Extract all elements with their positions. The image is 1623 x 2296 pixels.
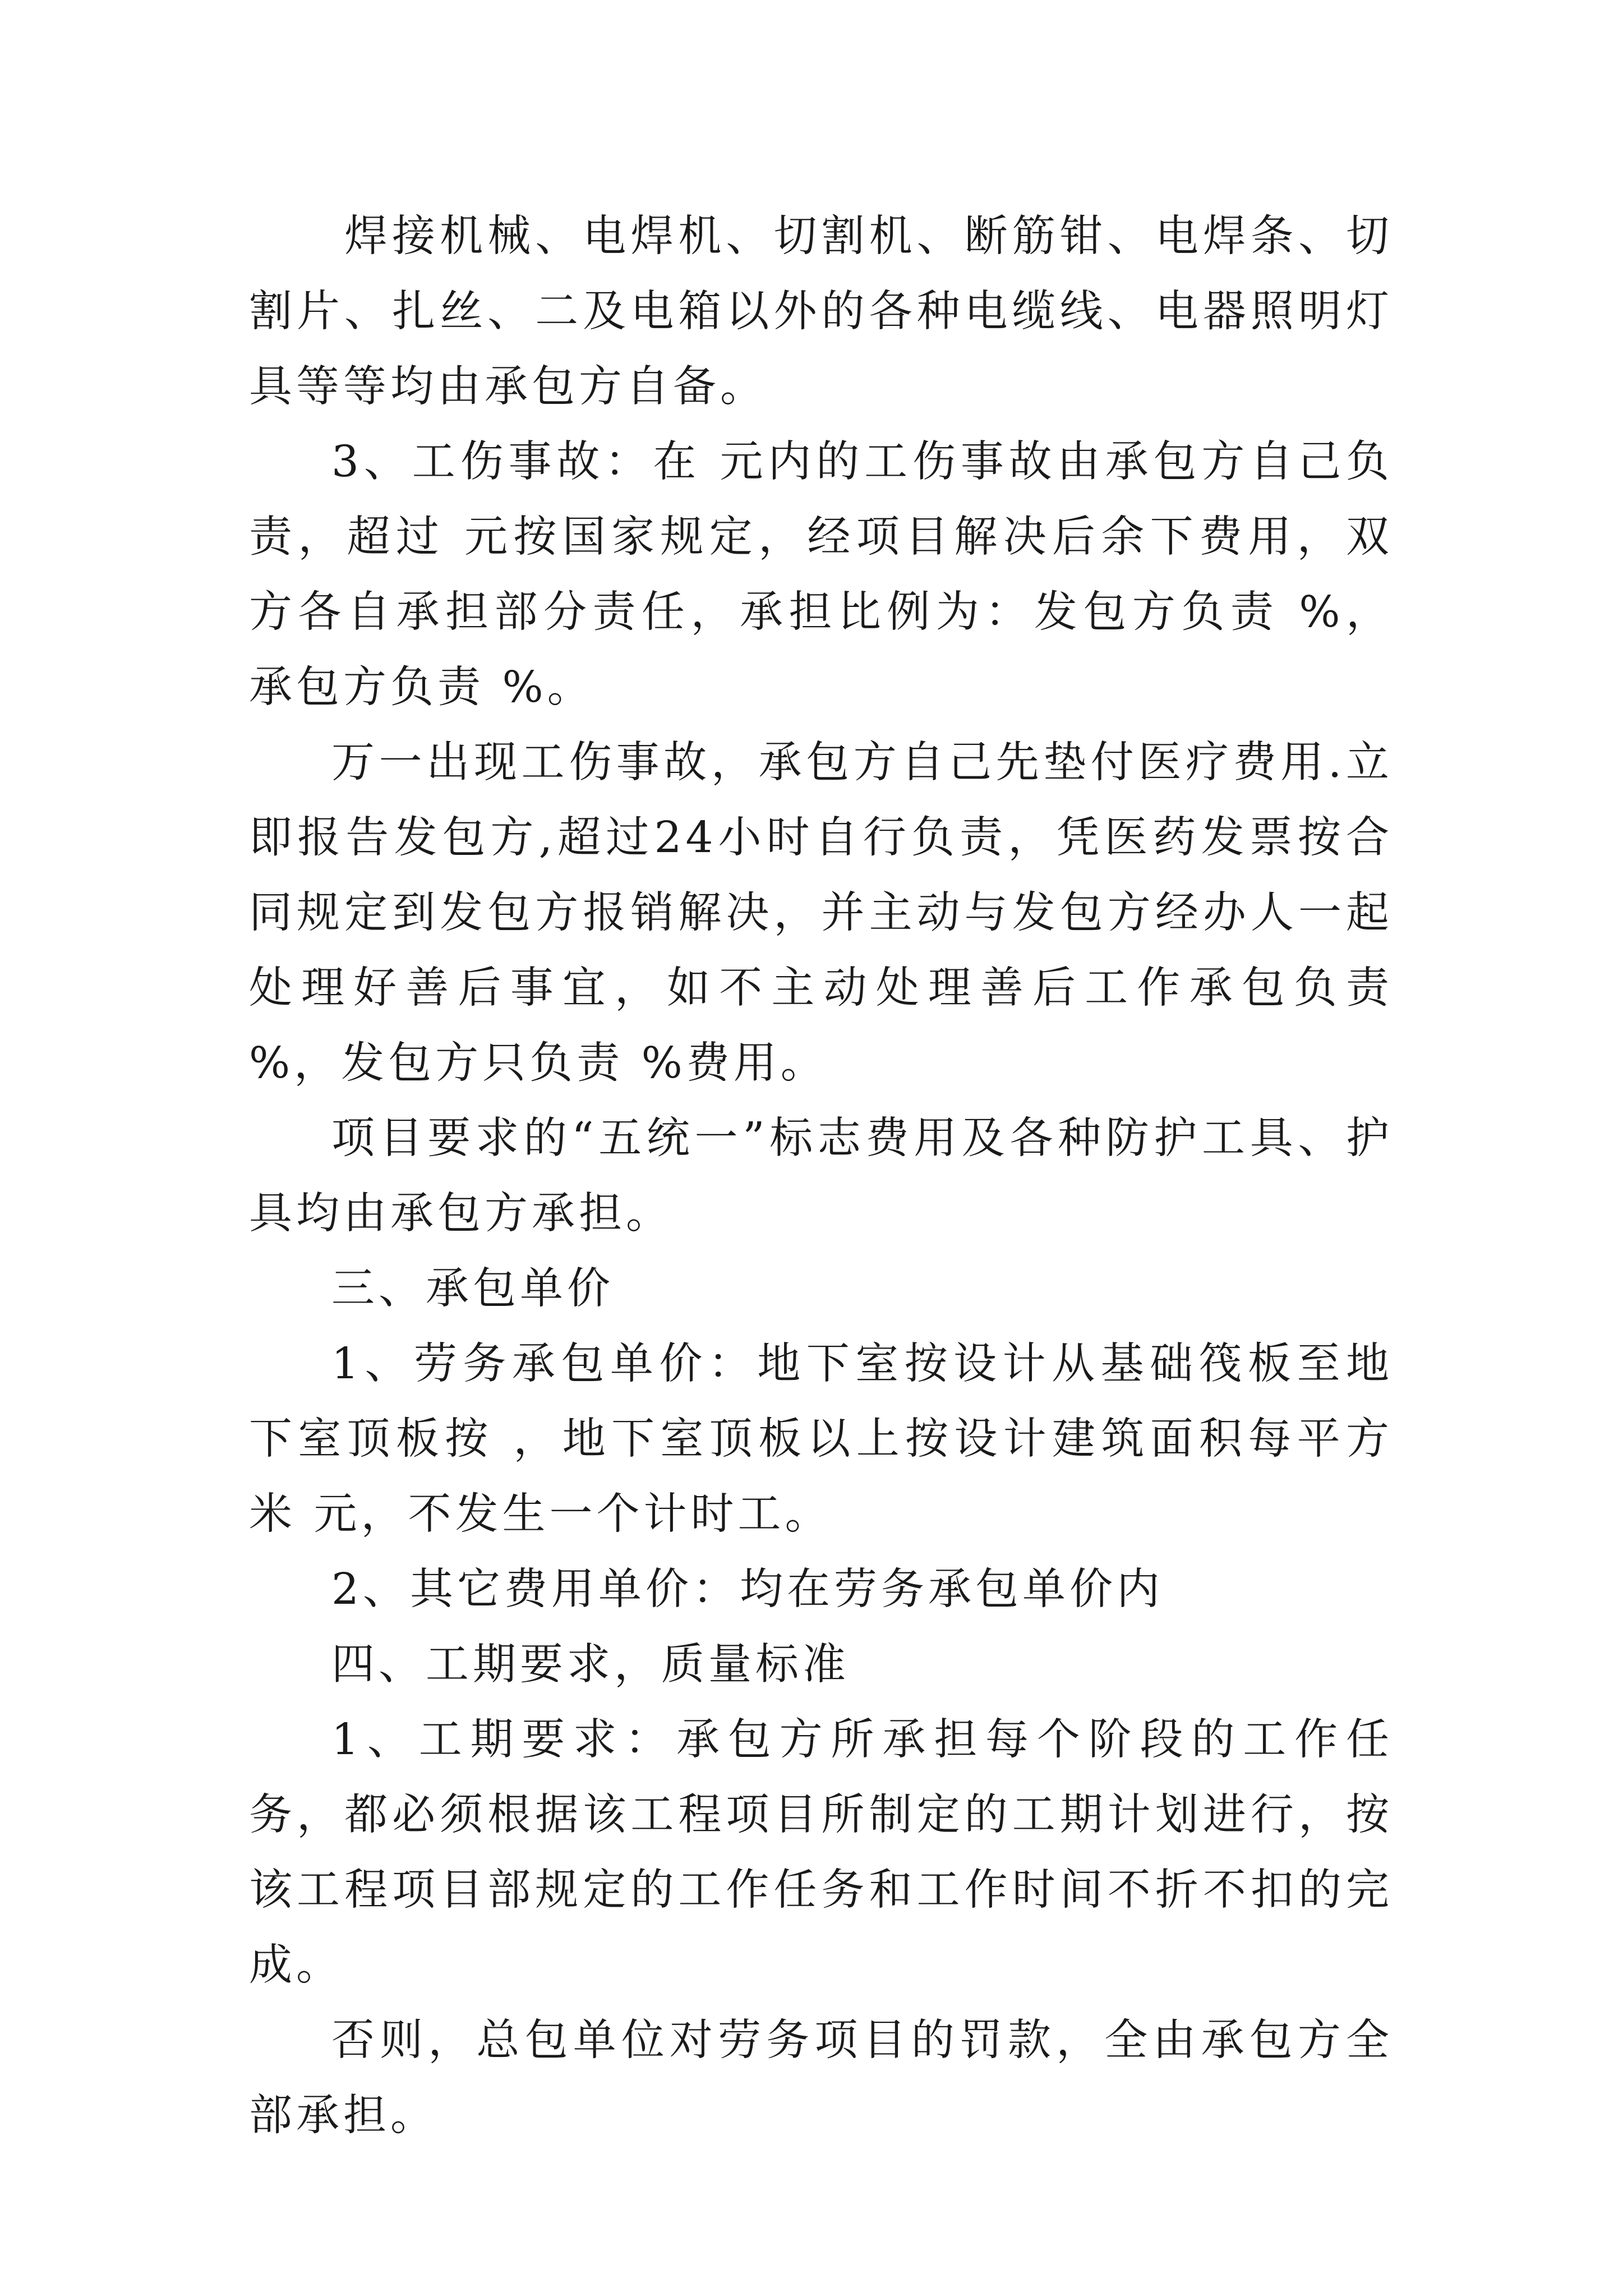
section-heading-schedule-quality: 四、工期要求，质量标准 <box>331 1640 850 1690</box>
paragraph-schedule-requirement: 1、工期要求：承包方所承担每个阶段的工作任务，都必须根据该工程项目所制定的工期计划进行，按该工程项目部规定的工作任务和工作时间不折不扣的完成。 <box>249 1715 1393 1990</box>
section-heading-unit-price: 三、承包单价 <box>331 1264 614 1314</box>
paragraph-work-injury: 3、工伤事故：在 元内的工伤事故由承包方自己负责，超过 元按国家规定，经项目解决后余下费用，双方各自承担部分责任，承担比例为：发包方负责 %，承包方负责 %。 <box>249 437 1393 712</box>
paragraph-injury-procedure: 万一出现工伤事故，承包方自己先垫付医疗费用.立即报告发包方,超过24小时自行负责，凭医药发票按合同规定到发包方报销解决，并主动与发包方经办人一起处理好善后事宜，如不主动处理善后工作承包负责 %，发包方只负责 %费用。 <box>249 738 1393 1088</box>
paragraph-labor-unit-price: 1、劳务承包单价：地下室按设计从基础筏板至地下室顶板按 ，地下室顶板以上按设计建筑面积每平方米 元，不发生一个计时工。 <box>249 1339 1393 1539</box>
paragraph-penalty: 否则，总包单位对劳务项目的罚款，全由承包方全部承担。 <box>249 2016 1393 2141</box>
paragraph-five-unifications: 项目要求的“五统一”标志费用及各种防护工具、护具均由承包方承担。 <box>249 1114 1393 1239</box>
paragraph-equipment-self-provided: 焊接机械、电焊机、切割机、断筋钳、电焊条、切割片、扎丝、二及电箱以外的各种电缆线、电器照明灯具等等均由承包方自备。 <box>249 211 1393 412</box>
paragraph-other-costs: 2、其它费用单价：均在劳务承包单价内 <box>331 1565 1164 1614</box>
document-body <box>249 199 1393 2154</box>
